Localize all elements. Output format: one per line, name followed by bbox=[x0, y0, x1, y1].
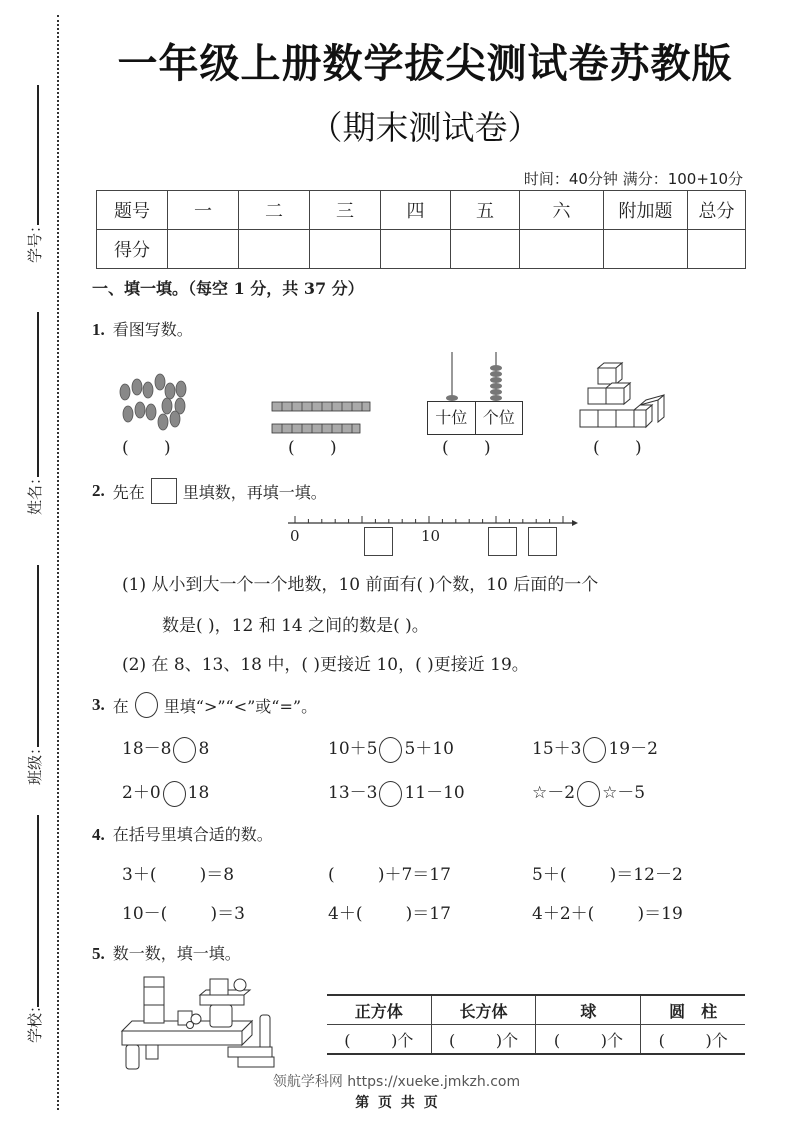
number-line-answer-box[interactable] bbox=[488, 527, 517, 556]
score-cell[interactable] bbox=[310, 230, 381, 269]
school-label: 学校： bbox=[26, 997, 45, 1044]
axis-label-0: 0 bbox=[290, 527, 300, 545]
compare-item bbox=[122, 778, 209, 807]
compare-left: 18－8 bbox=[122, 739, 172, 759]
time-info: 时间：40分钟 满分：100+10分 bbox=[523, 170, 743, 188]
watermark: 领航学科网 https://xueke.jmkzh.com bbox=[272, 1074, 521, 1090]
solid-header-sphere: 球 bbox=[536, 995, 641, 1025]
question-number: 3. bbox=[92, 695, 105, 714]
solids-answer-row bbox=[327, 1025, 745, 1055]
question-number: 5. bbox=[92, 944, 105, 963]
compare-circle[interactable] bbox=[379, 737, 402, 763]
solid-header-cuboid: 长方体 bbox=[431, 995, 536, 1025]
score-cell[interactable] bbox=[381, 230, 451, 269]
q2-sub1-line2: 数是( )，12 和 14 之间的数是( )。 bbox=[162, 616, 429, 636]
question-text: 里填数，再填一填。 bbox=[182, 482, 327, 502]
compare-circle[interactable] bbox=[379, 781, 402, 807]
score-header-row bbox=[97, 191, 746, 230]
score-header-cell: 三 bbox=[310, 191, 381, 230]
circle-icon bbox=[135, 692, 158, 718]
score-cell[interactable] bbox=[520, 230, 604, 269]
compare-item bbox=[122, 734, 209, 763]
fill-item[interactable]: 4＋2＋( )＝19 bbox=[532, 904, 683, 924]
solid-count-blank[interactable]: ( )个 bbox=[327, 1025, 431, 1055]
answer-blank[interactable]: ( ) bbox=[593, 438, 642, 458]
abacus-figure bbox=[424, 352, 524, 407]
score-cell[interactable] bbox=[168, 230, 239, 269]
question-number: 4. bbox=[92, 825, 105, 844]
compare-circle[interactable] bbox=[577, 781, 600, 807]
student-id-label: 学号： bbox=[26, 217, 45, 264]
compare-right: ☆－5 bbox=[602, 783, 646, 803]
answer-blank[interactable]: ( ) bbox=[288, 438, 337, 458]
compare-right: 18 bbox=[187, 783, 210, 803]
compare-circle[interactable] bbox=[163, 781, 186, 807]
question-text: 先在 bbox=[112, 482, 145, 502]
answer-blank[interactable]: ( ) bbox=[122, 438, 171, 458]
score-cell[interactable] bbox=[604, 230, 688, 269]
binding-dotted-line bbox=[57, 15, 59, 1110]
square-box-icon bbox=[151, 478, 177, 504]
number-line bbox=[286, 514, 578, 528]
compare-circle[interactable] bbox=[173, 737, 196, 763]
ten-rods-figure bbox=[270, 398, 375, 440]
compare-left: 10＋5 bbox=[328, 739, 378, 759]
compare-right: 8 bbox=[198, 739, 210, 759]
number-line-answer-box[interactable] bbox=[528, 527, 557, 556]
compare-left: 15＋3 bbox=[532, 739, 582, 759]
question-2 bbox=[92, 478, 327, 504]
question-number: 2. bbox=[92, 481, 105, 500]
solids-count-table bbox=[327, 994, 745, 1055]
fill-item[interactable]: 10－( )＝3 bbox=[122, 904, 245, 924]
class-field-line[interactable] bbox=[37, 565, 39, 747]
question-text: 在括号里填合适的数。 bbox=[112, 825, 273, 844]
compare-left: 2＋0 bbox=[122, 783, 161, 803]
solid-count-blank[interactable]: ( )个 bbox=[431, 1025, 536, 1055]
place-value-chart bbox=[427, 401, 523, 435]
question-5 bbox=[92, 941, 241, 964]
score-row bbox=[97, 230, 746, 269]
compare-item bbox=[328, 778, 465, 807]
solid-count-blank[interactable]: ( )个 bbox=[536, 1025, 641, 1055]
question-text: 看图写数。 bbox=[112, 320, 193, 339]
question-number: 1. bbox=[92, 320, 105, 339]
question-3 bbox=[92, 692, 317, 718]
page-footer: 第 页 共 页 bbox=[355, 1095, 438, 1111]
fill-item[interactable]: ( )＋7＝17 bbox=[328, 865, 451, 885]
score-cell[interactable] bbox=[451, 230, 520, 269]
compare-circle[interactable] bbox=[583, 737, 606, 763]
cubes-figure bbox=[578, 360, 670, 436]
axis-label-10: 10 bbox=[421, 527, 441, 545]
score-header-cell: 总分 bbox=[688, 191, 746, 230]
score-header-cell: 四 bbox=[381, 191, 451, 230]
solid-header-cylinder: 圆 柱 bbox=[641, 995, 745, 1025]
fill-item[interactable]: 5＋( )＝12－2 bbox=[532, 865, 683, 885]
solid-header-cube: 正方体 bbox=[327, 995, 431, 1025]
compare-right: 19－2 bbox=[608, 739, 658, 759]
compare-item bbox=[532, 734, 658, 763]
page-title: 一年级上册数学拔尖测试卷苏教版 bbox=[117, 41, 733, 87]
name-label: 姓名： bbox=[26, 469, 45, 516]
score-cell[interactable] bbox=[239, 230, 310, 269]
section-heading: 一、填一填。（每空 1 分，共 37 分） bbox=[92, 279, 364, 298]
score-header-cell: 六 bbox=[520, 191, 604, 230]
score-header-cell: 五 bbox=[451, 191, 520, 230]
solids-structure-figure bbox=[118, 975, 283, 1075]
question-1 bbox=[92, 317, 193, 340]
score-header-cell: 一 bbox=[168, 191, 239, 230]
score-row-label: 得分 bbox=[97, 230, 168, 269]
compare-left: 13－3 bbox=[328, 783, 378, 803]
compare-left: ☆－2 bbox=[532, 783, 576, 803]
question-text: 数一数，填一填。 bbox=[112, 944, 241, 963]
score-table bbox=[96, 190, 746, 269]
class-label: 班级： bbox=[26, 739, 45, 786]
number-line-answer-box[interactable] bbox=[364, 527, 393, 556]
compare-right: 11－10 bbox=[404, 783, 465, 803]
ones-place-label: 个位 bbox=[482, 408, 515, 427]
leaves-figure bbox=[115, 372, 195, 442]
answer-blank[interactable]: ( ) bbox=[442, 438, 491, 458]
fill-item[interactable]: 4＋( )＝17 bbox=[328, 904, 451, 924]
fill-item[interactable]: 3＋( )＝8 bbox=[122, 865, 235, 885]
school-field-line[interactable] bbox=[37, 815, 39, 1007]
score-cell[interactable] bbox=[688, 230, 746, 269]
question-text: 在 bbox=[112, 696, 129, 716]
page-subtitle: （期末测试卷） bbox=[309, 108, 541, 147]
q2-sub1-line1: (1) 从小到大一个一个地数，10 前面有( )个数，10 后面的一个 bbox=[122, 575, 599, 595]
tens-place-label: 十位 bbox=[428, 402, 476, 434]
score-header-cell: 附加题 bbox=[604, 191, 688, 230]
question-4 bbox=[92, 822, 273, 845]
compare-item bbox=[532, 778, 645, 807]
compare-item bbox=[328, 734, 454, 763]
question-text: 里填“>”“<”或“=”。 bbox=[163, 696, 318, 716]
score-header-cell: 题号 bbox=[97, 191, 168, 230]
compare-right: 5＋10 bbox=[404, 739, 454, 759]
q2-sub2: (2) 在 8、13、18 中，( )更接近 10，( )更接近 19。 bbox=[122, 655, 529, 675]
solid-count-blank[interactable]: ( )个 bbox=[641, 1025, 745, 1055]
name-field-line[interactable] bbox=[37, 312, 39, 477]
score-header-cell: 二 bbox=[239, 191, 310, 230]
solids-header-row bbox=[327, 995, 745, 1025]
